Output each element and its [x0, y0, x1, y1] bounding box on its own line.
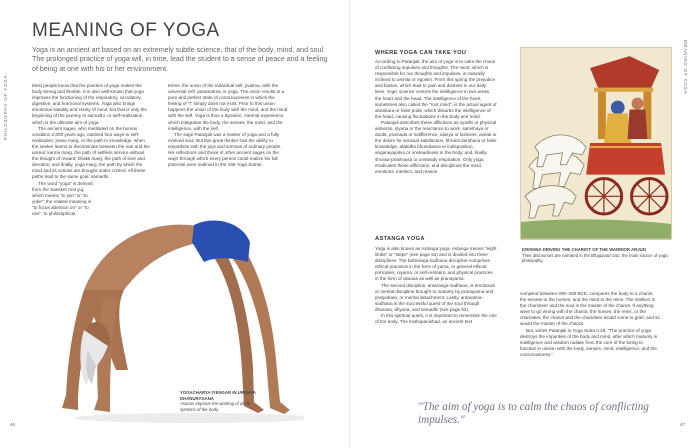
painting-caption: [522, 247, 672, 264]
body-column-r3: [520, 291, 660, 358]
section-tab-left: PHILOSOPHY OF YOGA: [3, 74, 8, 140]
caption-heading: YOGACHARYA IYENGAR IN URDHVA DHANURASANA: [180, 390, 256, 401]
body-column-2: [168, 83, 288, 168]
photo-caption: [180, 390, 266, 412]
body-column-r1: [375, 59, 497, 175]
paragraph: According to Patanjali, the aim of yoga is to calm the chaos of conflicting impulses and thoughts. The mind, which is responsible for our thoughts and impulses, is naturally inclined to asmita or egoism. From this spring the prejudice and biases, which lead to pain and distress in our daily lives. Yogic science centres the intelligence in two areas: the heart and the head. The intelligence of the heart, sometimes also called the "root mind", is the actual agent of ahankara or false pride, which disturbs the intelligence of the head, causing fluctuations in the body and mind.: [375, 59, 497, 119]
caption-text: Their discourses are narrated in the Bhagavad Gita, the main source of yogic philosophy.: [522, 252, 669, 264]
caption-text: Asanas improve the working of all the systems of the body.: [180, 401, 252, 412]
section-heading-astanga: ASTANGA YOGA: [375, 236, 425, 242]
paragraph: The word "yoga" is derived from the Sanskrit root yuj, which means "to join" or "to yoke"; the related meaning is "to focus attention on" or "to use". In philosophical: [32, 180, 93, 216]
paragraph: The sage Patanjali was a master of yoga and a fully evolved soul. But this great thinker had the ability to empathize with the joys and sorrows of ordinary people. His reflections and those of other ancient sages on the ways through which every person could realize his full potential were outlined in the 196 Yoga Sutras.: [168, 131, 282, 168]
paragraph: The ancient sages, who meditated on the human condition 2,000 years ago, outlined four ways to self-realization: jnana marg, or the path to knowledge, when the seeker learns to discriminate between the real and the unreal; karma marg, the path of selfless service without the thought of reward; bhakti marg, the path of love and devotion; and finally, yoga marg, the path by which the mind and its actions are brought under control. All these paths lead to the same goal: samadhi.: [32, 125, 150, 180]
page-number-right: 47: [680, 422, 686, 427]
page-number-left: 46: [10, 422, 16, 427]
paragraph: But, writes Patanjali in Yoga Sutra II.28, "The practice of yoga destroys the impurities of the body and mind, after which maturity in intelligence and wisdom radiate from the core of the being to function in unison with the body, senses, mind, intelligence, and the consciousness.": [520, 327, 658, 357]
pull-quote: "The aim of yoga is to calm the chaos of conflicting impulses.": [418, 401, 649, 426]
body-column-r2: [375, 246, 497, 325]
paragraph: terms, the union of the individual self, jivatma, with the universal self, paramatma, is yoga. The union results in a pure and perfect state of consciousness in which the feeling of "I" simply does not exist. Prior to this union happens the union of the body with the mind, and the mind with the self. Yoga is thus a dynamic, internal experience, which integrates the body, the senses, the mind, and the intelligence, with the self.: [168, 83, 288, 131]
intro-paragraph: Yoga is an ancient art based on an extremely subtle science, that of the body, mind, and soul. The prolonged practice of yoga will, in time, lead the student to a sense of peace and a feeling of being at one with his or her environment.: [32, 46, 328, 73]
section-heading-where: WHERE YOGA CAN TAKE YOU: [375, 50, 467, 56]
chariot-painting: [520, 47, 672, 240]
paragraph: Most people know that the practice of yoga makes the body strong and flexible. It is also well known that yoga improves the functioning of the respiratory, circulatory, digestive, and hormonal systems. Yoga also brings emotional stability and clarity of mind, but that is only the beginning of the journey to samadhi, or self-realization, which is the ultimate aim of yoga.: [32, 83, 147, 125]
paragraph: Patanjali describes these afflictions as vyadhi or physical ailments, styana or the reluctance to work, samshaya or doubt, pramada or indifference, alasya or laziness, avirati or the desire for sensual satisfaction, bhranti darshana or false knowledge, alabdha bhumikatva or indisposition, anganejayatva or unsteadiness in the body, and, finally, shvasa-prashvasa or unsteady respiration. Only yoga eradicates these afflictions, and disciplines the mind, emotions, intellect, and reason.: [375, 119, 497, 174]
section-tab-right: MEANING OF YOGA: [683, 40, 688, 95]
yoga-backbend-photo: [44, 170, 304, 425]
paragraph: compiled between 300–400 BCE, compares the body to a chariot, the senses to the horses, and the mind to the reins. The intellect is the charioteer and the soul is the master of the chariot. If anything were to go wrong with the chariot, the horses, the reins, or the charioteer, the chariot and the charioteer would come to grief, and so would the master of the chariot.: [520, 291, 660, 327]
caption-heading: KRISHNA DRIVING THE CHARIOT OF THE WARRIOR ARJUN: [522, 247, 646, 252]
paragraph: The second discipline, antaranga-sadhana, is emotional or mental discipline brought to maturity by pranayama and pratyahara, or mental detachment. Lastly, antaratma-sadhana is the successful quest of the soul through dharana, dhyana, and samadhi (see page 52).: [375, 282, 495, 312]
paragraph: In this spiritual quest, it is important to remember the role of the body. The Kathopanishad, an ancient text: [375, 313, 497, 325]
page-title: MEANING OF YOGA: [32, 20, 220, 41]
paragraph: Yoga is also known as Astanga yoga. Astanga means "eight limbs" or "steps" (see page 52) and is divided into three disciplines. The bahiranga-sadhana discipline comprises ethical practices in the form of yama, or general ethical principles, niyama, or self-restraint, and physical practices in the form of asanas as well as pranayama.: [375, 246, 497, 282]
